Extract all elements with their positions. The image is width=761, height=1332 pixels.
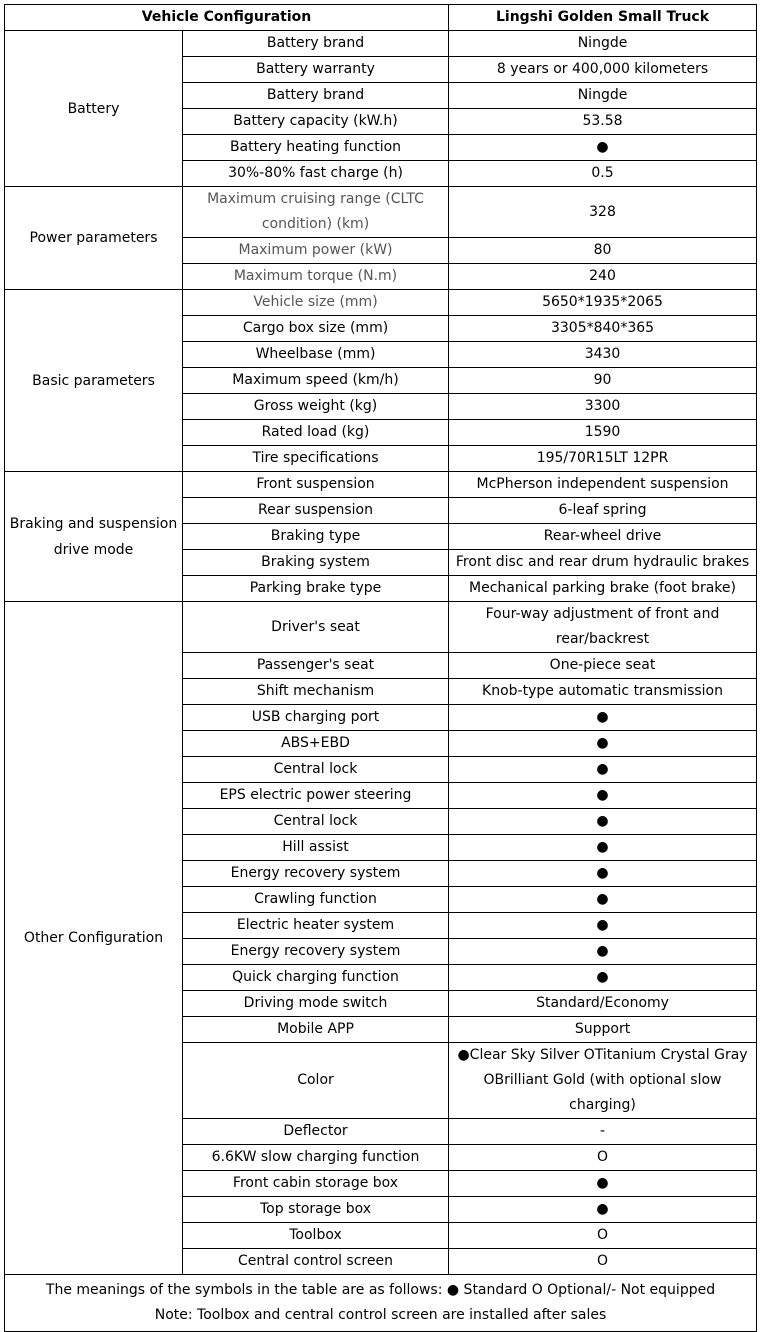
row-label: Energy recovery system — [183, 939, 449, 965]
table-row — [5, 187, 757, 238]
row-label: Central lock — [183, 757, 449, 783]
row-label: Vehicle size (mm) — [183, 290, 449, 316]
row-value: 0.5 — [449, 161, 757, 187]
row-label: EPS electric power steering — [183, 783, 449, 809]
row-value: One-piece seat — [449, 653, 757, 679]
row-value: 328 — [449, 187, 757, 238]
row-value: Front disc and rear drum hydraulic brakes — [449, 550, 757, 576]
table-row — [5, 472, 757, 498]
row-label: Battery heating function — [183, 135, 449, 161]
row-label: 6.6KW slow charging function — [183, 1145, 449, 1171]
row-value: Support — [449, 1017, 757, 1043]
row-label: Cargo box size (mm) — [183, 316, 449, 342]
row-label: Top storage box — [183, 1197, 449, 1223]
row-label: Maximum power (kW) — [183, 238, 449, 264]
row-value: ● — [449, 731, 757, 757]
section-label: Battery — [5, 31, 183, 187]
row-value: ● — [449, 835, 757, 861]
row-value: ● — [449, 783, 757, 809]
row-label: Shift mechanism — [183, 679, 449, 705]
row-value: ● — [449, 939, 757, 965]
row-label: Hill assist — [183, 835, 449, 861]
row-value: 6-leaf spring — [449, 498, 757, 524]
row-label: USB charging port — [183, 705, 449, 731]
row-value: McPherson independent suspension — [449, 472, 757, 498]
row-value: ● — [449, 135, 757, 161]
row-label: Parking brake type — [183, 576, 449, 602]
row-label: Central lock — [183, 809, 449, 835]
row-value: 3300 — [449, 394, 757, 420]
row-label: Central control screen — [183, 1249, 449, 1275]
row-value: 8 years or 400,000 kilometers — [449, 57, 757, 83]
row-label: Battery brand — [183, 31, 449, 57]
row-value: O — [449, 1145, 757, 1171]
header-row — [5, 5, 757, 31]
row-value: Standard/Economy — [449, 991, 757, 1017]
row-value: ● — [449, 1197, 757, 1223]
row-label: Braking system — [183, 550, 449, 576]
row-value: 3430 — [449, 342, 757, 368]
config-header: Vehicle Configuration — [5, 5, 449, 31]
row-value: 80 — [449, 238, 757, 264]
row-label: Energy recovery system — [183, 861, 449, 887]
row-label: Toolbox — [183, 1223, 449, 1249]
table-row — [5, 31, 757, 57]
row-label: Maximum torque (N.m) — [183, 264, 449, 290]
row-label: Gross weight (kg) — [183, 394, 449, 420]
row-value: ● — [449, 809, 757, 835]
table-row — [5, 602, 757, 653]
row-label: Deflector — [183, 1119, 449, 1145]
row-value: Four-way adjustment of front and rear/backrest — [449, 602, 757, 653]
row-value: ● — [449, 705, 757, 731]
row-label: Braking type — [183, 524, 449, 550]
spec-table — [4, 4, 757, 1332]
row-label: Tire specifications — [183, 446, 449, 472]
row-value: Ningde — [449, 31, 757, 57]
footer-notes — [5, 1275, 757, 1332]
row-label: Maximum speed (km/h) — [183, 368, 449, 394]
row-value: O — [449, 1249, 757, 1275]
row-value: 90 — [449, 368, 757, 394]
row-value: ●Clear Sky Silver OTitanium Crystal Gray OBrilliant Gold (with optional slow charging) — [449, 1043, 757, 1119]
row-label: Battery brand — [183, 83, 449, 109]
row-label: Electric heater system — [183, 913, 449, 939]
installation-note: Note: Toolbox and central control screen are installed after sales — [154, 1307, 607, 1323]
row-value: 3305*840*365 — [449, 316, 757, 342]
row-label: Quick charging function — [183, 965, 449, 991]
row-value: ● — [449, 1171, 757, 1197]
section-label: Basic parameters — [5, 290, 183, 472]
row-value: Ningde — [449, 83, 757, 109]
row-label: Mobile APP — [183, 1017, 449, 1043]
symbol-legend: The meanings of the symbols in the table are as follows: ● Standard O Optional/- Not equipped — [45, 1282, 716, 1298]
row-value: 5650*1935*2065 — [449, 290, 757, 316]
row-value: - — [449, 1119, 757, 1145]
row-label: Crawling function — [183, 887, 449, 913]
row-value: ● — [449, 913, 757, 939]
row-label: Rear suspension — [183, 498, 449, 524]
row-value: Knob-type automatic transmission — [449, 679, 757, 705]
row-label: Wheelbase (mm) — [183, 342, 449, 368]
row-value: ● — [449, 965, 757, 991]
section-label: Power parameters — [5, 187, 183, 290]
section-label: Other Configuration — [5, 602, 183, 1275]
row-value: 53.58 — [449, 109, 757, 135]
row-label: Passenger's seat — [183, 653, 449, 679]
section-label: Braking and suspension drive mode — [5, 472, 183, 602]
row-value: 240 — [449, 264, 757, 290]
row-label: Driver's seat — [183, 602, 449, 653]
row-value: ● — [449, 757, 757, 783]
row-value: 195/70R15LT 12PR — [449, 446, 757, 472]
row-label: ABS+EBD — [183, 731, 449, 757]
row-label: Battery warranty — [183, 57, 449, 83]
row-value: 1590 — [449, 420, 757, 446]
row-value: O — [449, 1223, 757, 1249]
row-label: Color — [183, 1043, 449, 1119]
row-value: Rear-wheel drive — [449, 524, 757, 550]
row-label: Rated load (kg) — [183, 420, 449, 446]
footer-row — [5, 1275, 757, 1332]
row-value: Mechanical parking brake (foot brake) — [449, 576, 757, 602]
row-value: ● — [449, 887, 757, 913]
table-row — [5, 290, 757, 316]
row-label: Battery capacity (kW.h) — [183, 109, 449, 135]
row-label: Front cabin storage box — [183, 1171, 449, 1197]
model-header: Lingshi Golden Small Truck — [449, 5, 757, 31]
row-label: Front suspension — [183, 472, 449, 498]
row-label: Maximum cruising range (CLTC condition) (km) — [183, 187, 449, 238]
row-value: ● — [449, 861, 757, 887]
row-label: Driving mode switch — [183, 991, 449, 1017]
row-label: 30%-80% fast charge (h) — [183, 161, 449, 187]
